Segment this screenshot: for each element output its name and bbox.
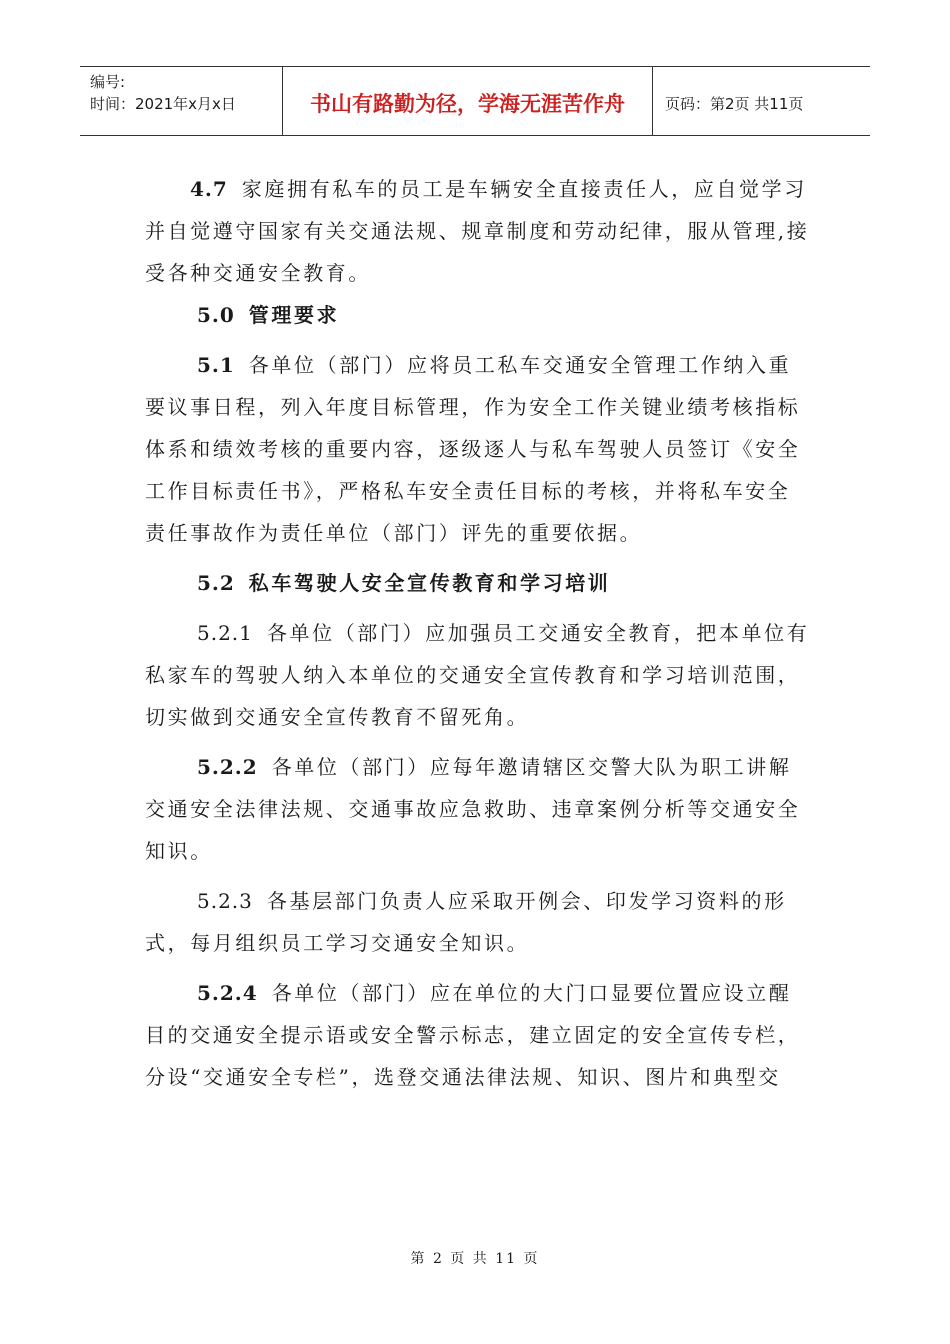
section-number: 5.2.4 (197, 981, 258, 1005)
heading-5-2 (145, 562, 810, 604)
section-number: 5.1 (197, 353, 235, 377)
paragraph-5-1 (145, 344, 810, 554)
header-meta (80, 67, 283, 135)
paragraph-text: 各单位（部门）应加强员工交通安全教育，把本单位有私家车的驾驶人纳入本单位的交通安全宣传教育和学习培训范围，切实做到交通安全宣传教育不留死角。 (145, 621, 810, 729)
number-label: 编号: (90, 73, 126, 91)
paragraph-text: 各基层部门负责人应采取开例会、印发学习资料的形式，每月组织员工学习交通安全知识。 (145, 889, 787, 955)
paragraph-4-7 (145, 168, 810, 294)
document-body (145, 168, 810, 1098)
section-number: 5.0 (197, 303, 235, 327)
paragraph-text: 各单位（部门）应将员工私车交通安全管理工作纳入重要议事日程，列入年度目标管理，作为安全工作关键业绩考核指标体系和绩效考核的重要内容，逐级逐人与私车驾驶人员签订《安全工作目标责任书》，严格私车安全责任目标的考核，并将私车安全责任事故作为责任单位（部门）评先的重要依据。 (145, 353, 801, 545)
header-motto: 书山有路勤为径，学海无涯苦作舟 (283, 67, 653, 135)
paragraph-text: 各单位（部门）应每年邀请辖区交警大队为职工讲解交通安全法律法规、交通事故应急救助、违章案例分析等交通安全知识。 (145, 755, 801, 863)
heading-text: 管理要求 (248, 303, 340, 327)
header-page-info: 页码：第2页 共11页 (665, 94, 804, 113)
paragraph-text: 各单位（部门）应在单位的大门口显要位置应设立醒目的交通安全提示语或安全警示标志，建立固定的安全宣传专栏，分设“交通安全专栏”，选登交通法律法规、知识、图片和典型交 (145, 981, 801, 1089)
section-number: 5.2.2 (197, 755, 258, 779)
paragraph-5-2-4 (145, 972, 810, 1098)
paragraph-5-2-2 (145, 746, 810, 872)
section-number: 5.2.1 (197, 621, 253, 645)
section-number: 5.2.3 (197, 889, 253, 913)
heading-text: 私车驾驶人安全宣传教育和学习培训 (248, 571, 611, 595)
document-header (80, 66, 870, 136)
paragraph-5-2-3 (145, 880, 810, 964)
time-label: 时间：2021年x月x日 (90, 95, 236, 113)
paragraph-text: 家庭拥有私车的员工是车辆安全直接责任人，应自觉学习并自觉遵守国家有关交通法规、规章制度和劳动纪律，服从管理,接受各种交通安全教育。 (145, 177, 810, 285)
page-footer: 第 2 页 共 11 页 (410, 1251, 540, 1267)
paragraph-5-2-1 (145, 612, 810, 738)
section-number: 5.2 (197, 571, 235, 595)
section-number: 4.7 (190, 177, 228, 201)
heading-5-0 (145, 294, 810, 336)
